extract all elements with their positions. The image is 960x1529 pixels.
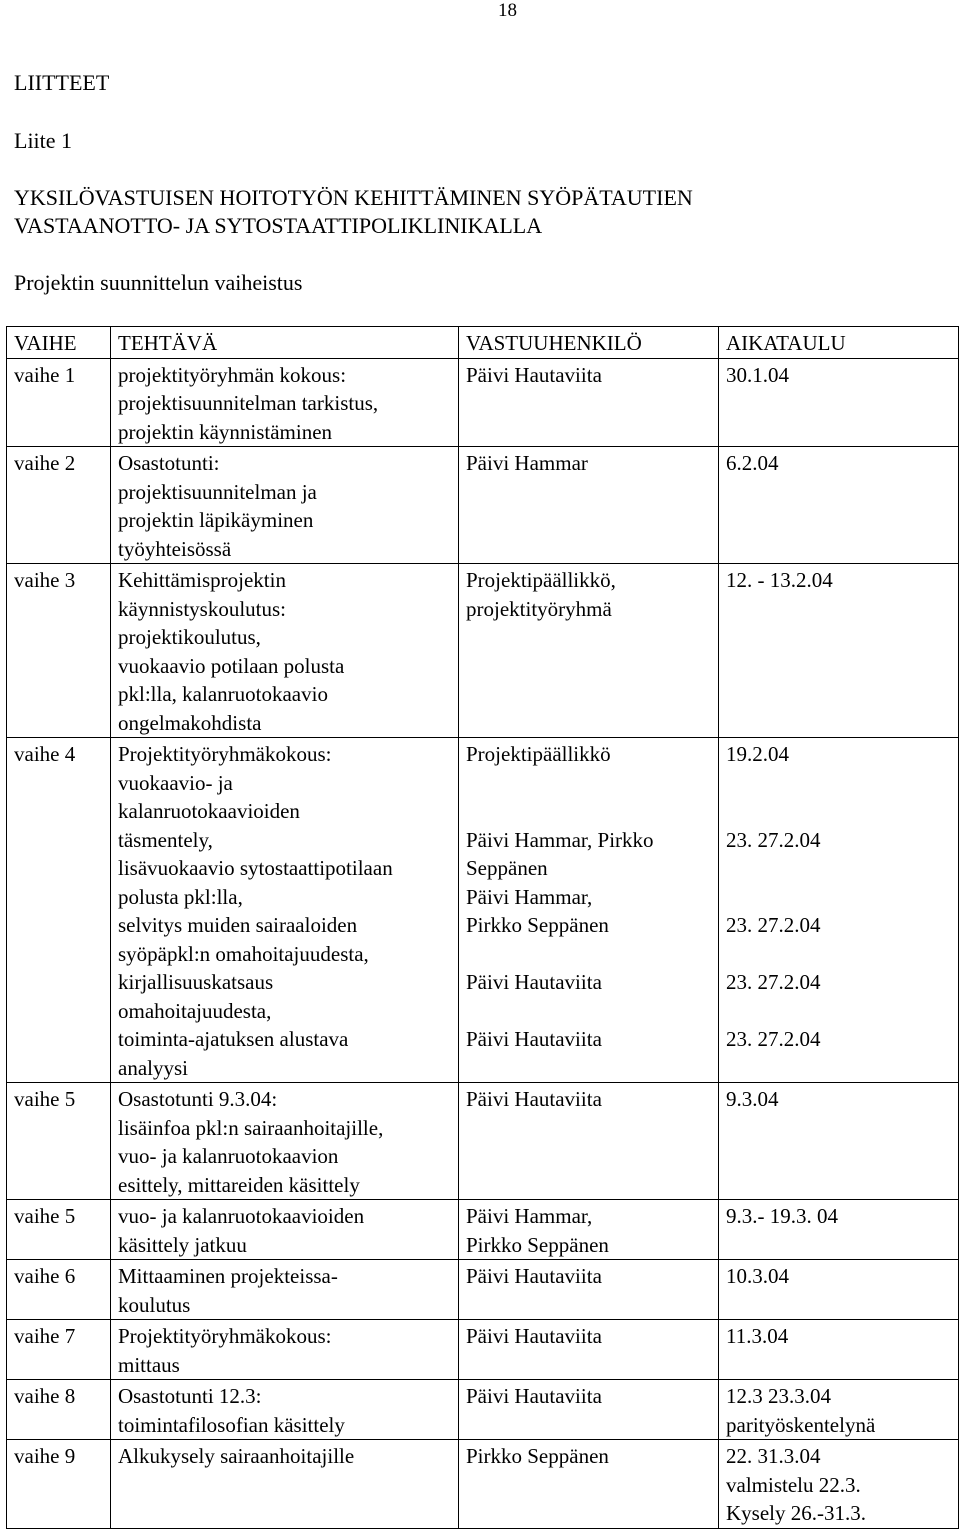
person-line: projektityöryhmä [466, 596, 612, 621]
table-row [7, 1260, 959, 1320]
spacer [726, 940, 951, 969]
person-cell [459, 1320, 719, 1380]
schedule-line: valmistelu 22.3. [726, 1472, 861, 1497]
spacer [726, 769, 951, 798]
schedule-cell [719, 1083, 959, 1200]
phase-label: vaihe 5 [14, 1087, 76, 1111]
person-line: Päivi Hautaviita [466, 1324, 602, 1348]
person-line: Päivi Hautaviita [466, 1027, 602, 1051]
schedule-line: 10.3.04 [726, 1264, 789, 1288]
header-phase: VAIHE [7, 327, 111, 359]
task-cell [111, 1083, 459, 1200]
document-title [14, 184, 693, 240]
header-person: VASTUUHENKILÖ [459, 327, 719, 359]
task-line: projektin käynnistäminen [118, 419, 333, 444]
schedule-line: Kysely 26.-31.3. [726, 1501, 866, 1525]
schedule-line: 22. 31.3.04 [726, 1444, 821, 1468]
phase-label: vaihe 9 [14, 1444, 76, 1468]
table-row [7, 1083, 959, 1200]
table-row [7, 738, 959, 1083]
schedule-line: 11.3.04 [726, 1324, 789, 1348]
schedule-line: parityöskentelynä [726, 1412, 876, 1437]
task-line: Projektityöryhmäkokous: [118, 742, 332, 766]
task-line: projektisuunnitelman ja [118, 479, 317, 504]
task-cell [111, 358, 459, 447]
person-line: Päivi Hammar [466, 451, 588, 475]
task-line: mittaus [118, 1352, 180, 1377]
phase-cell [7, 1200, 111, 1260]
table-header-row [7, 327, 959, 359]
person-cell [459, 564, 719, 738]
task-line: selvitys muiden sairaaloiden [118, 913, 358, 937]
task-cell [111, 564, 459, 738]
spacer [466, 940, 711, 969]
phase-label: vaihe 5 [14, 1204, 76, 1228]
schedule-cell [719, 358, 959, 447]
schedule-line: 9.3.- 19.3. 04 [726, 1204, 838, 1228]
schedule-cell [719, 1320, 959, 1380]
person-line: Päivi Hautaviita [466, 970, 602, 994]
task-line: koulutus [118, 1292, 191, 1317]
person-line: Pirkko Seppänen [466, 913, 609, 937]
task-line: lisävuokaavio sytostaattipotilaan [118, 856, 393, 880]
task-line: toimintafilosofian käsittely [118, 1412, 345, 1437]
schedule-line: 23. 27.2.04 [726, 1027, 821, 1051]
schedule-cell [719, 1440, 959, 1529]
table-row [7, 447, 959, 564]
task-line: Alkukysely sairaanhoitajille [118, 1444, 355, 1468]
schedule-cell [719, 738, 959, 1083]
table-row [7, 1320, 959, 1380]
task-line: Osastotunti: [118, 451, 220, 475]
appendix-heading: Liite 1 [14, 128, 73, 153]
table-row [7, 1440, 959, 1529]
task-line: polusta pkl:lla, [118, 884, 243, 909]
person-line: Päivi Hautaviita [466, 362, 602, 387]
person-line: Projektipäällikkö [466, 742, 611, 766]
task-line: projektin läpikäyminen [118, 508, 314, 532]
phase-cell [7, 1260, 111, 1320]
task-line: ongelmakohdista [118, 710, 262, 735]
task-cell [111, 447, 459, 564]
task-line: vuo- ja kalanruotokaavion [118, 1144, 339, 1168]
person-line: Päivi Hammar, Pirkko [466, 827, 654, 852]
task-line: analyysi [118, 1055, 188, 1080]
task-line: omahoitajuudesta, [118, 998, 272, 1023]
person-line: Päivi Hautaviita [466, 1264, 602, 1288]
person-line: Projektipäällikkö, [466, 568, 616, 592]
table-body [7, 358, 959, 1528]
document-subtitle: Projektin suunnittelun vaiheistus [14, 270, 303, 295]
task-line: pkl:lla, kalanruotokaavio [118, 682, 328, 706]
phase-cell [7, 564, 111, 738]
schedule-line: 12. - 13.2.04 [726, 568, 833, 592]
task-cell [111, 1320, 459, 1380]
task-line: Osastotunti 12.3: [118, 1384, 262, 1408]
schedule-line: 6.2.04 [726, 451, 779, 475]
person-line: Päivi Hautaviita [466, 1087, 602, 1111]
header-task: TEHTÄVÄ [111, 327, 459, 359]
person-line: Seppänen [466, 856, 548, 880]
document-title-line: YKSILÖVASTUISEN HOITOTYÖN KEHITTÄMINEN SYÖPÄTAUTIEN [14, 185, 693, 210]
phase-label: vaihe 8 [14, 1384, 76, 1408]
task-cell [111, 1260, 459, 1320]
task-line: projektisuunnitelman tarkistus, [118, 391, 379, 415]
task-line: työyhteisössä [118, 536, 232, 561]
schedule-cell [719, 564, 959, 738]
schedule-line: 23. 27.2.04 [726, 970, 821, 994]
person-line: Päivi Hammar, [466, 1204, 593, 1228]
phase-label: vaihe 4 [14, 742, 76, 766]
spacer [726, 854, 951, 883]
task-line: vuokaavio potilaan polusta [118, 653, 345, 678]
task-line: Kehittämisprojektin [118, 568, 286, 592]
spacer [466, 997, 711, 1026]
task-line: vuokaavio- ja [118, 770, 233, 795]
task-line: projektityöryhmän kokous: [118, 362, 347, 387]
phase-label: vaihe 1 [14, 362, 76, 387]
task-cell [111, 1200, 459, 1260]
schedule-line: 19.2.04 [726, 742, 789, 766]
phase-cell [7, 1380, 111, 1440]
task-cell [111, 1440, 459, 1529]
person-cell [459, 1083, 719, 1200]
person-line: Päivi Hammar, [466, 884, 593, 909]
document-title-line: VASTAANOTTO- JA SYTOSTAATTIPOLIKLINIKALLA [14, 213, 543, 238]
schedule-cell [719, 1260, 959, 1320]
table-row [7, 564, 959, 738]
task-line: lisäinfoa pkl:n sairaanhoitajille, [118, 1115, 384, 1140]
phase-cell [7, 1083, 111, 1200]
phase-cell [7, 358, 111, 447]
task-cell [111, 1380, 459, 1440]
schedule-line: 12.3 23.3.04 [726, 1384, 831, 1408]
task-line: Osastotunti 9.3.04: [118, 1087, 278, 1111]
task-line: Mittaaminen projekteissa- [118, 1264, 338, 1288]
spacer [726, 997, 951, 1026]
schedule-cell [719, 1380, 959, 1440]
person-line: Pirkko Seppänen [466, 1232, 609, 1257]
phase-cell [7, 1440, 111, 1529]
task-line: projektikoulutus, [118, 625, 261, 649]
person-cell [459, 1200, 719, 1260]
phase-label: vaihe 6 [14, 1264, 76, 1288]
schedule-cell [719, 1200, 959, 1260]
person-cell [459, 358, 719, 447]
spacer [466, 797, 711, 826]
schedule-line: 23. 27.2.04 [726, 827, 821, 852]
spacer [466, 769, 711, 798]
task-line: kirjallisuuskatsaus [118, 970, 274, 994]
task-line: vuo- ja kalanruotokaavioiden [118, 1204, 365, 1228]
task-cell [111, 738, 459, 1083]
person-cell [459, 1380, 719, 1440]
task-line: toiminta-ajatuksen alustava [118, 1027, 349, 1051]
schedule-line: 9.3.04 [726, 1087, 779, 1111]
table-row [7, 1380, 959, 1440]
person-cell [459, 738, 719, 1083]
table-row [7, 1200, 959, 1260]
schedule-line: 30.1.04 [726, 362, 789, 387]
spacer [726, 883, 951, 912]
task-line: täsmentely, [118, 827, 213, 852]
phase-label: vaihe 2 [14, 451, 76, 475]
task-line: kalanruotokaavioiden [118, 799, 300, 823]
schedule-cell [719, 447, 959, 564]
person-line: Pirkko Seppänen [466, 1444, 609, 1468]
phase-cell [7, 1320, 111, 1380]
phase-label: vaihe 3 [14, 568, 76, 592]
phase-table [6, 326, 959, 1529]
task-line: esittely, mittareiden käsittely [118, 1172, 360, 1197]
appendices-heading: LIITTEET [14, 70, 110, 95]
person-cell [459, 1260, 719, 1320]
phase-label: vaihe 7 [14, 1324, 76, 1348]
task-line: syöpäpkl:n omahoitajuudesta, [118, 941, 369, 966]
person-cell [459, 447, 719, 564]
person-cell [459, 1440, 719, 1529]
phase-cell [7, 738, 111, 1083]
spacer [726, 797, 951, 826]
person-line: Päivi Hautaviita [466, 1384, 602, 1408]
schedule-line: 23. 27.2.04 [726, 913, 821, 937]
phase-cell [7, 447, 111, 564]
page-number: 18 [498, 0, 517, 21]
task-line: käsittely jatkuu [118, 1232, 247, 1257]
task-line: Projektityöryhmäkokous: [118, 1324, 332, 1348]
header-schedule: AIKATAULU [719, 327, 959, 359]
table-row [7, 358, 959, 447]
task-line: käynnistyskoulutus: [118, 596, 287, 621]
